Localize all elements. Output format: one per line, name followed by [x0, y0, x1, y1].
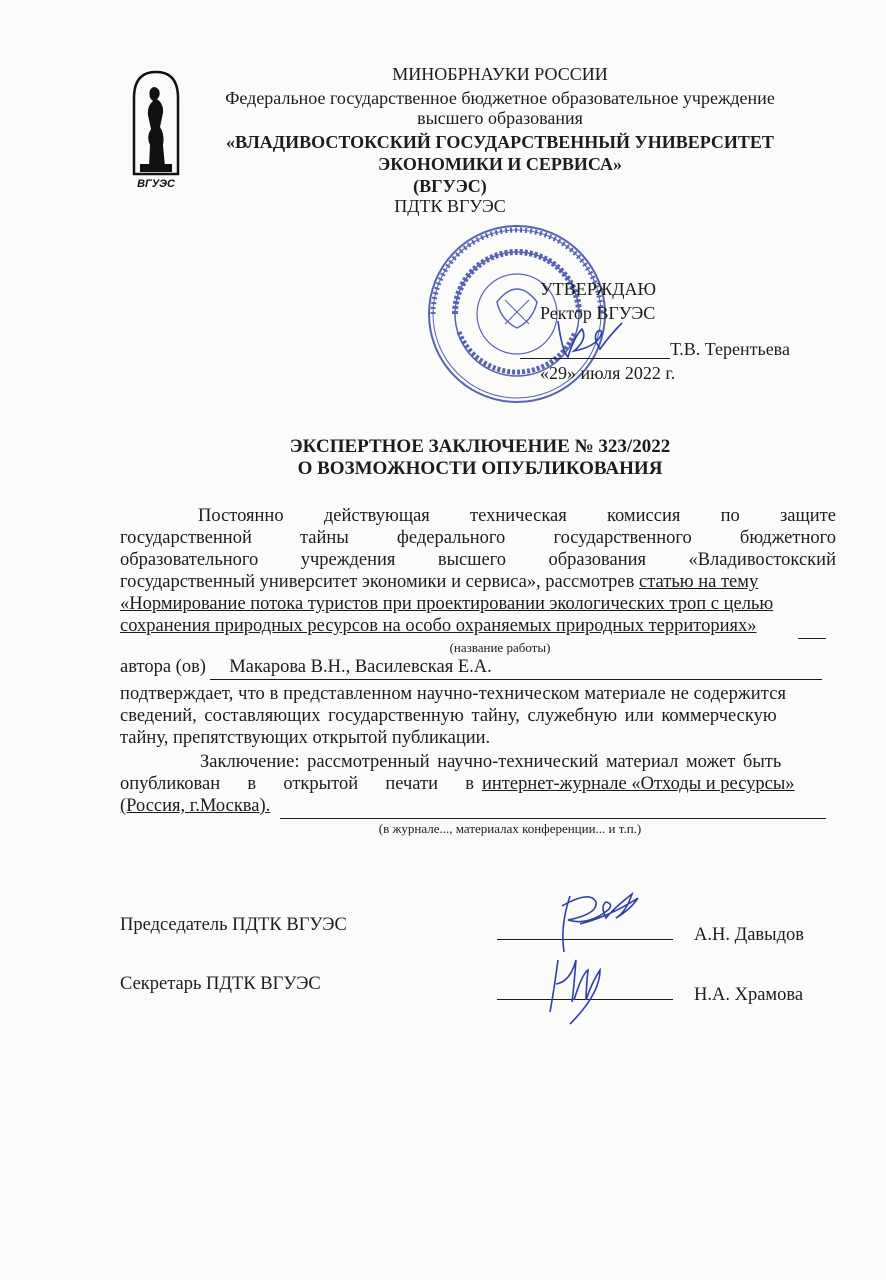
authors-names: Макарова В.Н., Василевская Е.А.	[229, 657, 492, 677]
chair-name: А.Н. Давыдов	[694, 925, 804, 945]
word: государственной	[120, 528, 252, 548]
authors-line	[120, 657, 836, 678]
approval-block	[520, 277, 820, 385]
word: действующая	[323, 506, 430, 526]
work-title-line2	[120, 616, 836, 637]
rector-signature-icon	[550, 313, 640, 363]
paragraph2-line2: сведений, составляющих государственную тайну, служебную или коммерческую	[120, 706, 777, 726]
university-abbrev: (ВГУЭС)	[413, 176, 487, 196]
word: открытой	[283, 774, 359, 794]
paragraph1-line4	[120, 572, 836, 593]
document-subtitle: О ВОЗМОЖНОСТИ ОПУБЛИКОВАНИЯ	[297, 458, 663, 479]
paragraph1-line2	[120, 528, 836, 549]
paragraph1-line1	[198, 506, 836, 527]
word: «Владивостокский	[688, 550, 836, 570]
university-name-line2: ЭКОНОМИКИ И СЕРВИСА»	[378, 154, 622, 174]
approve-label: УТВЕРЖДАЮ	[540, 279, 657, 299]
chair-signature-icon	[540, 888, 660, 958]
institution-level: высшего образования	[417, 108, 583, 128]
ministry-name: МИНОБРНАУКИ РОССИИ	[392, 64, 608, 84]
work-title-rule	[798, 638, 826, 639]
word: Постоянно	[198, 506, 284, 526]
word: по	[720, 506, 740, 526]
word: высшего	[437, 550, 507, 570]
word: защите	[780, 506, 836, 526]
word: бюджетного	[739, 528, 836, 548]
publication-venue: интернет-журнале «Отходы и ресурсы»	[482, 774, 795, 794]
work-title-line1: «Нормирование потока туристов при проектировании экологических троп с целью	[120, 594, 774, 614]
logo-text: ВГУЭС	[137, 178, 175, 190]
paragraph2-line1: подтверждает, что в представленном научно-техническом материале не содержится	[120, 684, 787, 704]
publication-rule	[280, 818, 826, 819]
paragraph3-line1: Заключение: рассмотренный научно-технический материал может быть	[200, 752, 782, 772]
rector-signature-line	[520, 325, 820, 361]
work-title-caption: (название работы)	[449, 640, 551, 655]
work-title-text: сохранения природных ресурсов на особо охраняемых природных территориях»	[120, 616, 757, 636]
commission-name: ПДТК ВГУЭС	[394, 196, 506, 216]
word: федерального	[396, 528, 506, 548]
approval-date: «29» июля 2022 г.	[540, 363, 676, 383]
paragraph3-line2	[120, 774, 836, 795]
word: учреждения	[300, 550, 396, 570]
university-logo	[130, 68, 182, 190]
word: техническая	[470, 506, 567, 526]
word: образования	[548, 550, 647, 570]
word: образовательного	[120, 550, 259, 570]
paragraph-text: государственный университет экономики и сервиса», рассмотрев	[120, 572, 640, 592]
paragraph2-line3: тайну, препятствующих открытой публикации.	[120, 728, 491, 748]
word: печати	[385, 774, 438, 794]
word: тайны	[300, 528, 349, 548]
authors-label: автора (ов)	[120, 657, 206, 677]
document-title: ЭКСПЕРТНОЕ ЗАКЛЮЧЕНИЕ № 323/2022	[289, 436, 671, 457]
work-type: статью на тему	[639, 572, 759, 592]
secretary-label: Секретарь ПДТК ВГУЭС	[120, 974, 321, 994]
institution-type: Федеральное государственное бюджетное образовательное учреждение	[225, 88, 775, 108]
publication-caption: (в журнале..., материалах конференции... и т.п.)	[378, 821, 642, 836]
word: комиссия	[606, 506, 681, 526]
secretary-signature-icon	[530, 950, 640, 1030]
publication-words	[120, 774, 474, 795]
rector-name: Т.В. Терентьева	[670, 339, 790, 359]
word: в	[247, 774, 257, 794]
monument-emblem-icon	[130, 68, 182, 176]
word: в	[465, 774, 474, 794]
word: государственного	[553, 528, 692, 548]
publication-location: (Россия, г.Москва).	[120, 796, 271, 816]
rector-position: Ректор ВГУЭС	[540, 303, 656, 323]
paragraph1-line3	[120, 550, 836, 571]
university-name-line1: «ВЛАДИВОСТОКСКИЙ ГОСУДАРСТВЕННЫЙ УНИВЕРСИТЕТ	[226, 132, 774, 152]
word: опубликован	[120, 774, 221, 794]
secretary-name: Н.А. Храмова	[694, 985, 804, 1005]
authors-rule	[210, 679, 822, 680]
chair-label: Председатель ПДТК ВГУЭС	[120, 915, 347, 935]
